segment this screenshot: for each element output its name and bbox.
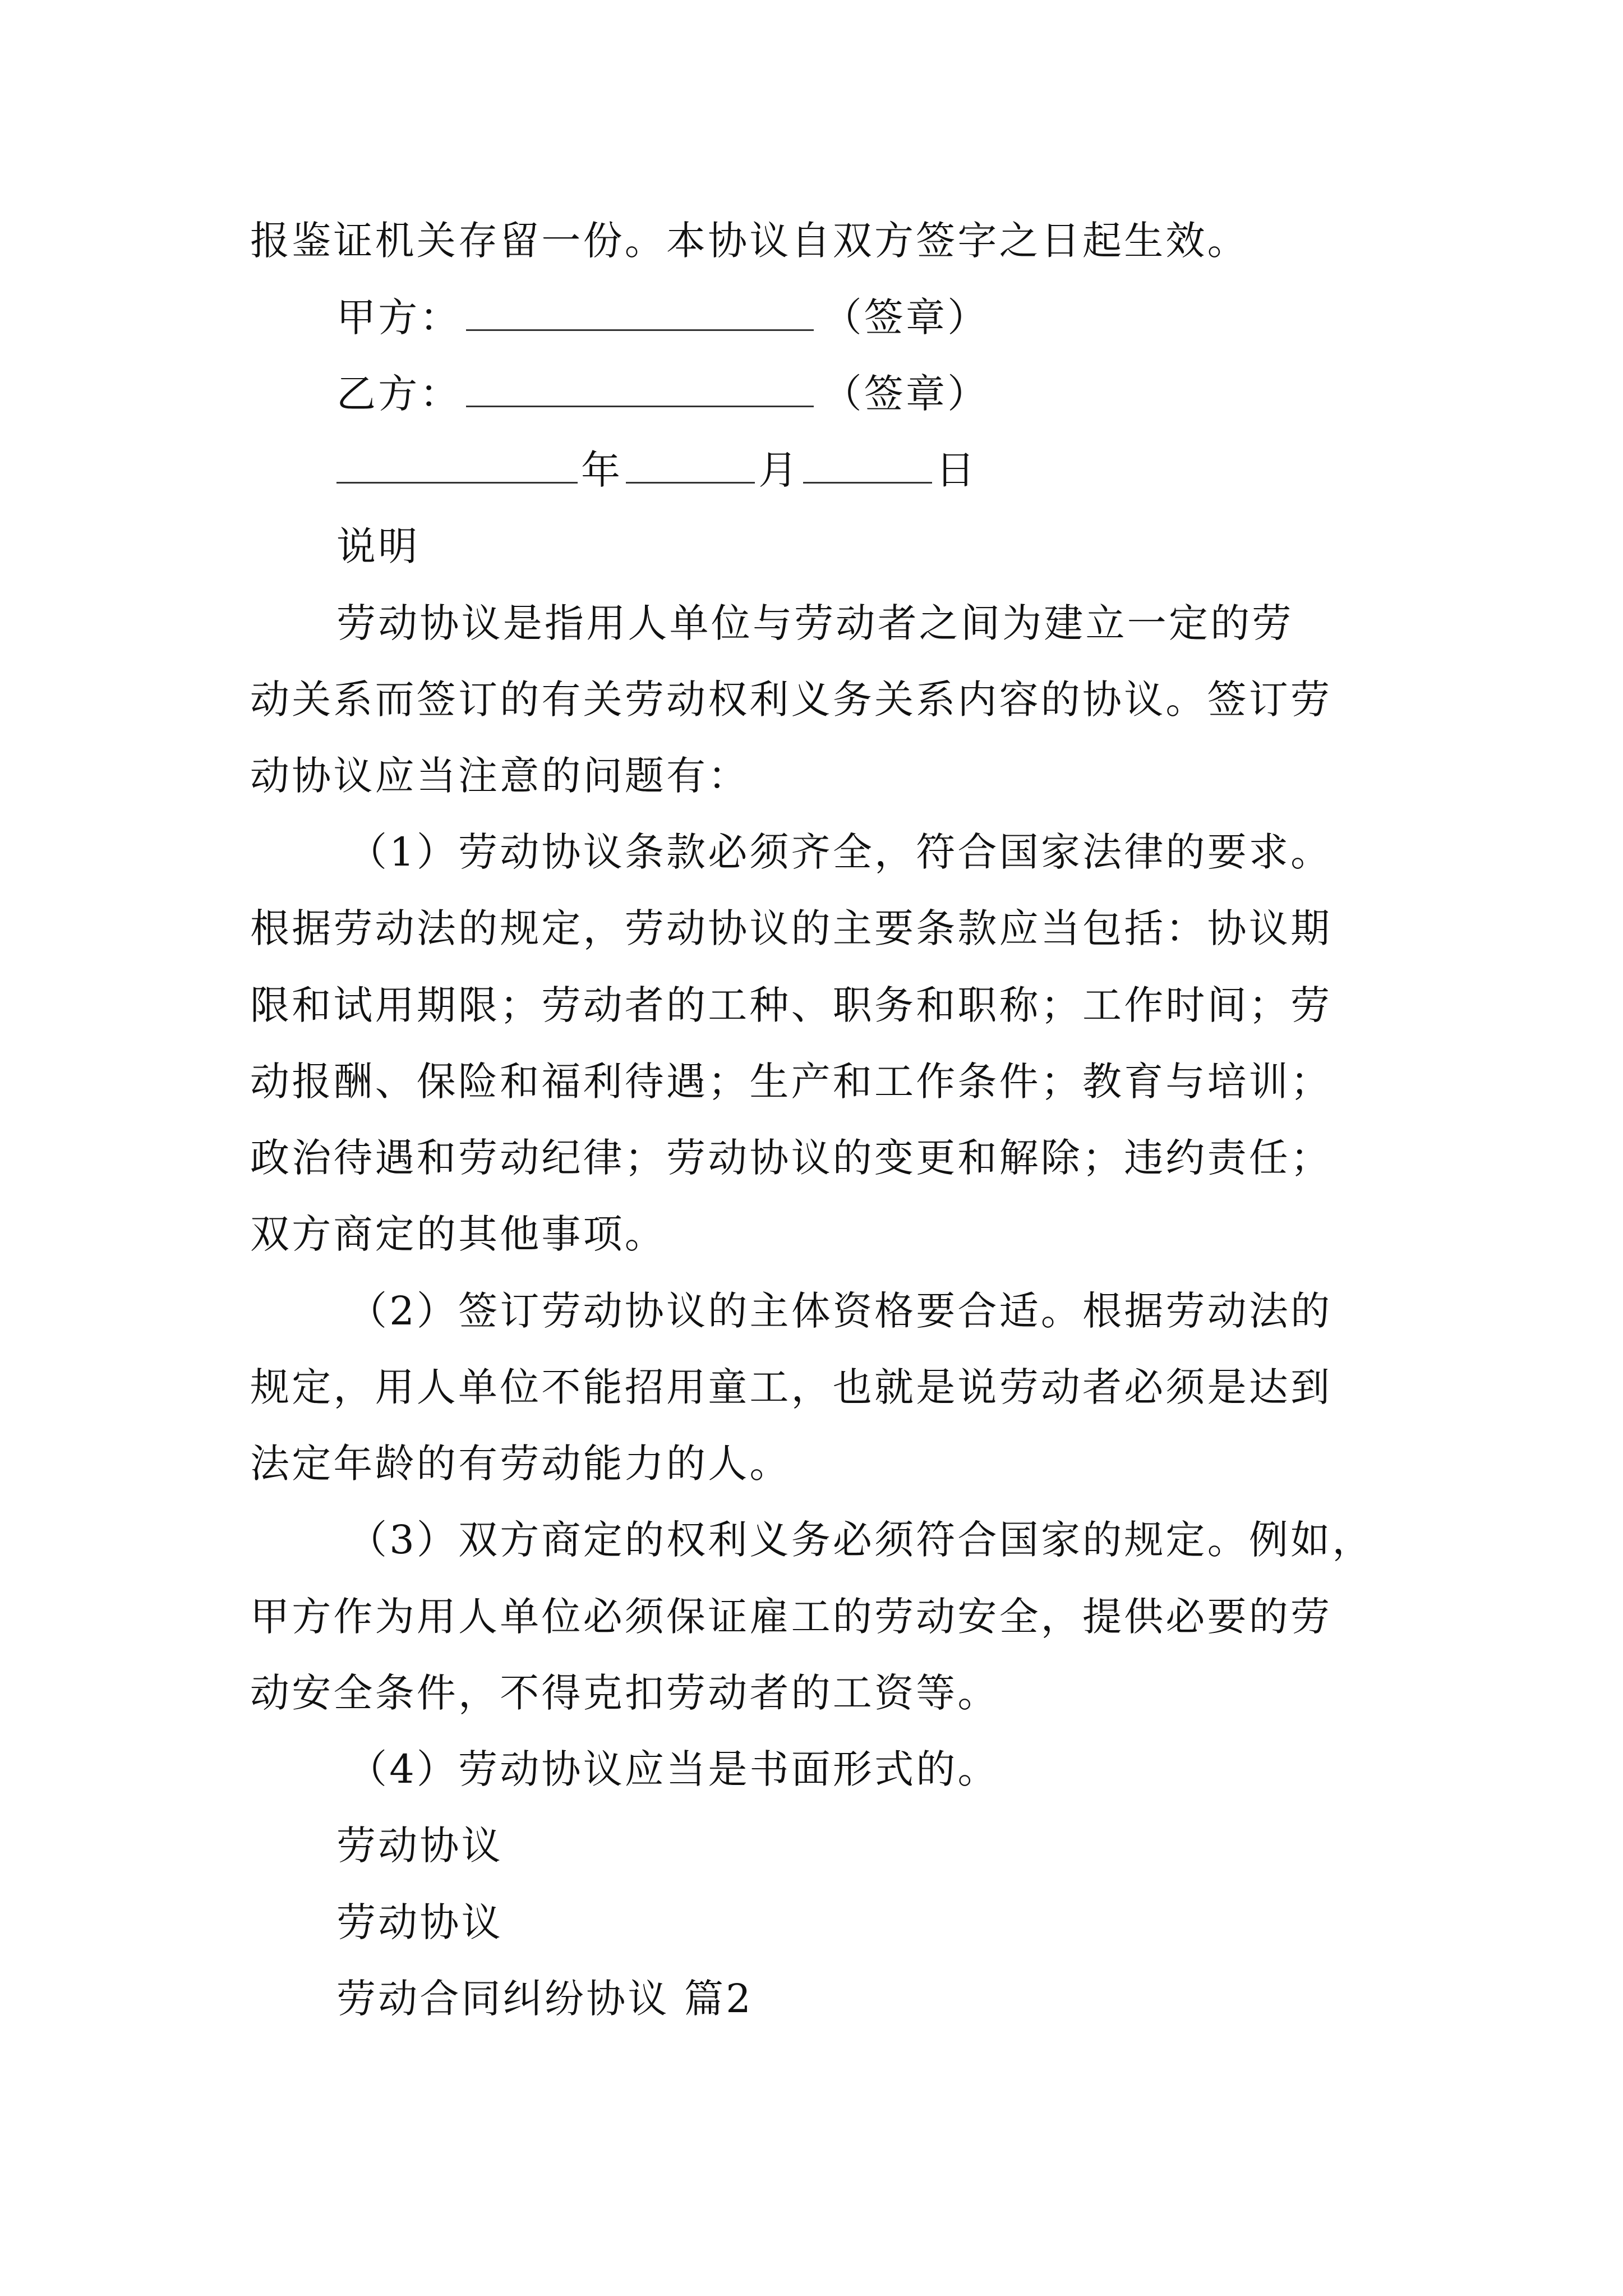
paragraph-line: （4）劳动协议应当是书面形式的。 xyxy=(348,1746,999,1792)
party-a-signature-blank xyxy=(466,296,814,331)
day-blank xyxy=(803,448,932,484)
party-a-signature-line xyxy=(336,291,989,344)
year-label: 年 xyxy=(581,447,623,493)
paragraph-line: （2）签订劳动协议的主体资格要合适。根据劳动法的 xyxy=(348,1288,1332,1334)
party-a-label: 甲方： xyxy=(336,295,462,341)
paragraph-line: （1）劳动协议条款必须齐全，符合国家法律的要求。 xyxy=(348,829,1332,875)
paragraph-line: 动关系而签订的有关劳动权利义务关系内容的协议。签订劳 xyxy=(250,677,1332,723)
month-blank xyxy=(626,448,755,484)
paragraph-line: 规定，用人单位不能招用童工，也就是说劳动者必须是达到 xyxy=(250,1364,1332,1410)
paragraph-line: 政治待遇和劳动纪律；劳动协议的变更和解除；违约责任； xyxy=(250,1135,1332,1181)
party-b-seal-label: （签章） xyxy=(822,371,989,417)
party-a-seal-label: （签章） xyxy=(822,295,989,341)
paragraph-line: 劳动协议是指用人单位与劳动者之间为建立一定的劳 xyxy=(336,600,1294,646)
paragraph-line: 动协议应当注意的问题有： xyxy=(250,753,750,799)
date-line xyxy=(336,443,978,497)
heading-line: 劳动合同纠纷协议 篇2 xyxy=(336,1976,753,2022)
heading-line: 劳动协议 xyxy=(336,1823,503,1869)
party-b-label: 乙方： xyxy=(336,371,462,417)
day-label: 日 xyxy=(935,447,978,493)
month-label: 月 xyxy=(758,447,800,493)
section-heading-note: 说明 xyxy=(336,523,420,569)
party-b-signature-blank xyxy=(466,372,814,407)
text-line: 报鉴证机关存留一份。本协议自双方签字之日起生效。 xyxy=(250,218,1249,264)
year-blank xyxy=(336,448,578,484)
paragraph-line: （3）双方商定的权利义务必须符合国家的规定。例如， xyxy=(348,1517,1374,1563)
paragraph-line: 动安全条件，不得克扣劳动者的工资等。 xyxy=(250,1670,999,1716)
paragraph-line: 甲方作为用人单位必须保证雇工的劳动安全，提供必要的劳 xyxy=(250,1594,1332,1640)
heading-line: 劳动协议 xyxy=(336,1899,503,1945)
paragraph-line: 根据劳动法的规定，劳动协议的主要条款应当包括：协议期 xyxy=(250,905,1332,951)
paragraph-line: 双方商定的其他事项。 xyxy=(250,1211,666,1257)
paragraph-line: 法定年龄的有劳动能力的人。 xyxy=(250,1441,791,1487)
paragraph-line: 限和试用期限；劳动者的工种、职务和职称；工作时间；劳 xyxy=(250,982,1332,1028)
paragraph-line: 动报酬、保险和福利待遇；生产和工作条件；教育与培训； xyxy=(250,1059,1332,1105)
party-b-signature-line xyxy=(336,367,989,421)
